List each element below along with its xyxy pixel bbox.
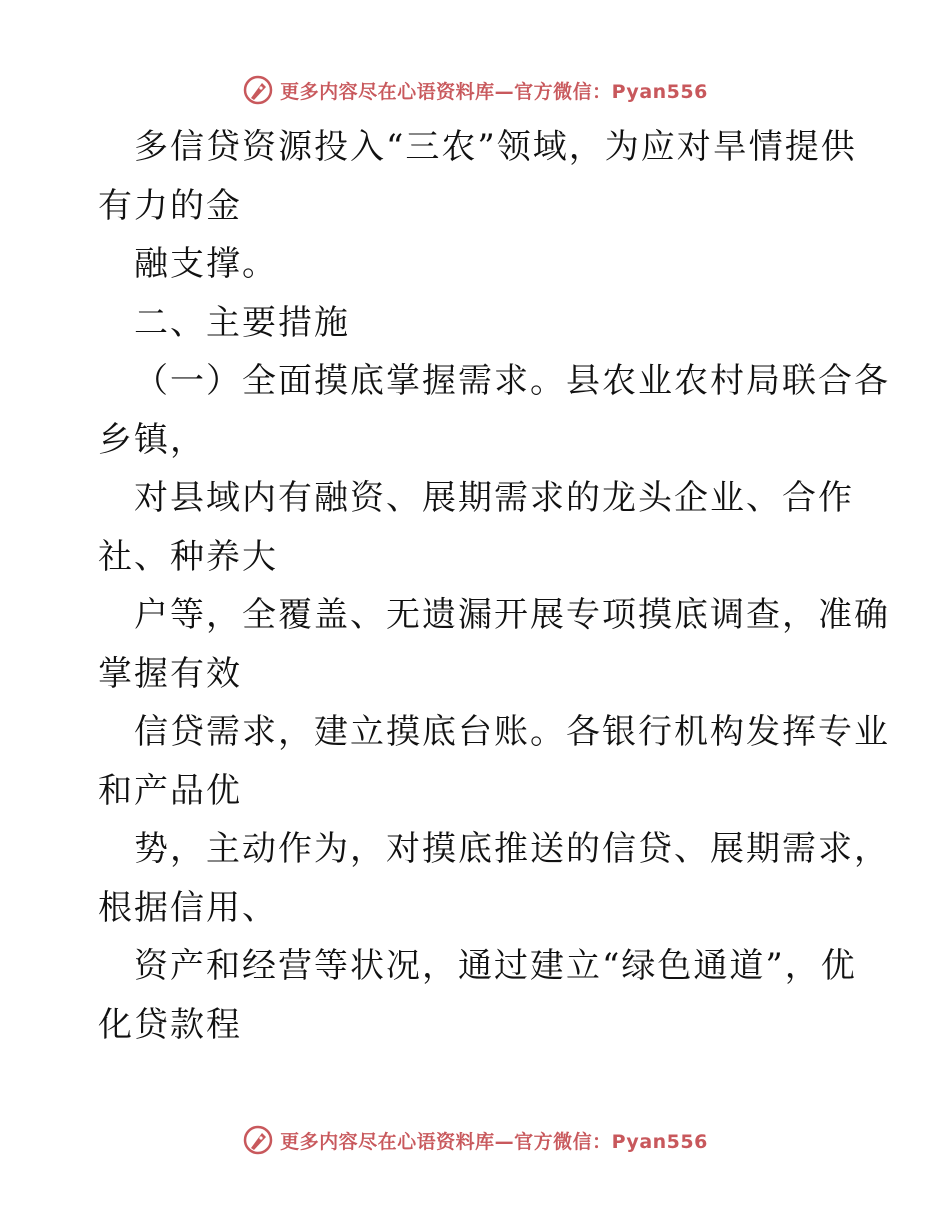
pen-nib-logo-icon [242, 74, 274, 106]
document-body [98, 118, 890, 1054]
paragraph-line: 根据信用、 [98, 887, 278, 928]
paragraph-line: 户等，全覆盖、无遗漏开展专项摸底调查，准确 [134, 595, 890, 635]
paragraph-line: 多信贷资源投入“三农”领域，为应对旱情提供 [134, 127, 857, 167]
footer-watermark-text: 更多内容尽在心语资料库—官方微信：Pyan556 [280, 1130, 708, 1153]
paragraph-line: 社、种养大 [98, 536, 278, 577]
header-watermark-text: 更多内容尽在心语资料库—官方微信：Pyan556 [280, 80, 708, 103]
paragraph-line: 掌握有效 [98, 653, 242, 694]
paragraph-line: 和产品优 [98, 770, 242, 811]
pen-nib-logo-icon [242, 1124, 274, 1156]
paragraph-line: 对县域内有融资、展期需求的龙头企业、合作 [134, 478, 854, 518]
paragraph-line: 资产和经营等状况，通过建立“绿色通道”，优 [134, 946, 857, 986]
footer-watermark [0, 1120, 950, 1160]
paragraph-line: 融支撑。 [134, 244, 278, 284]
paragraph-line: 信贷需求，建立摸底台账。各银行机构发挥专业 [134, 712, 890, 752]
paragraph-line: 势，主动作为，对摸底推送的信贷、展期需求， [134, 829, 890, 869]
paragraph-line: 化贷款程 [98, 1004, 242, 1045]
section-heading: 二、主要措施 [134, 302, 350, 343]
paragraph-line: （一）全面摸底掌握需求。县农业农村局联合各 [134, 361, 890, 401]
header-watermark [0, 70, 950, 110]
paragraph-line: 乡镇， [98, 419, 206, 460]
paragraph-line: 有力的金 [98, 185, 242, 226]
